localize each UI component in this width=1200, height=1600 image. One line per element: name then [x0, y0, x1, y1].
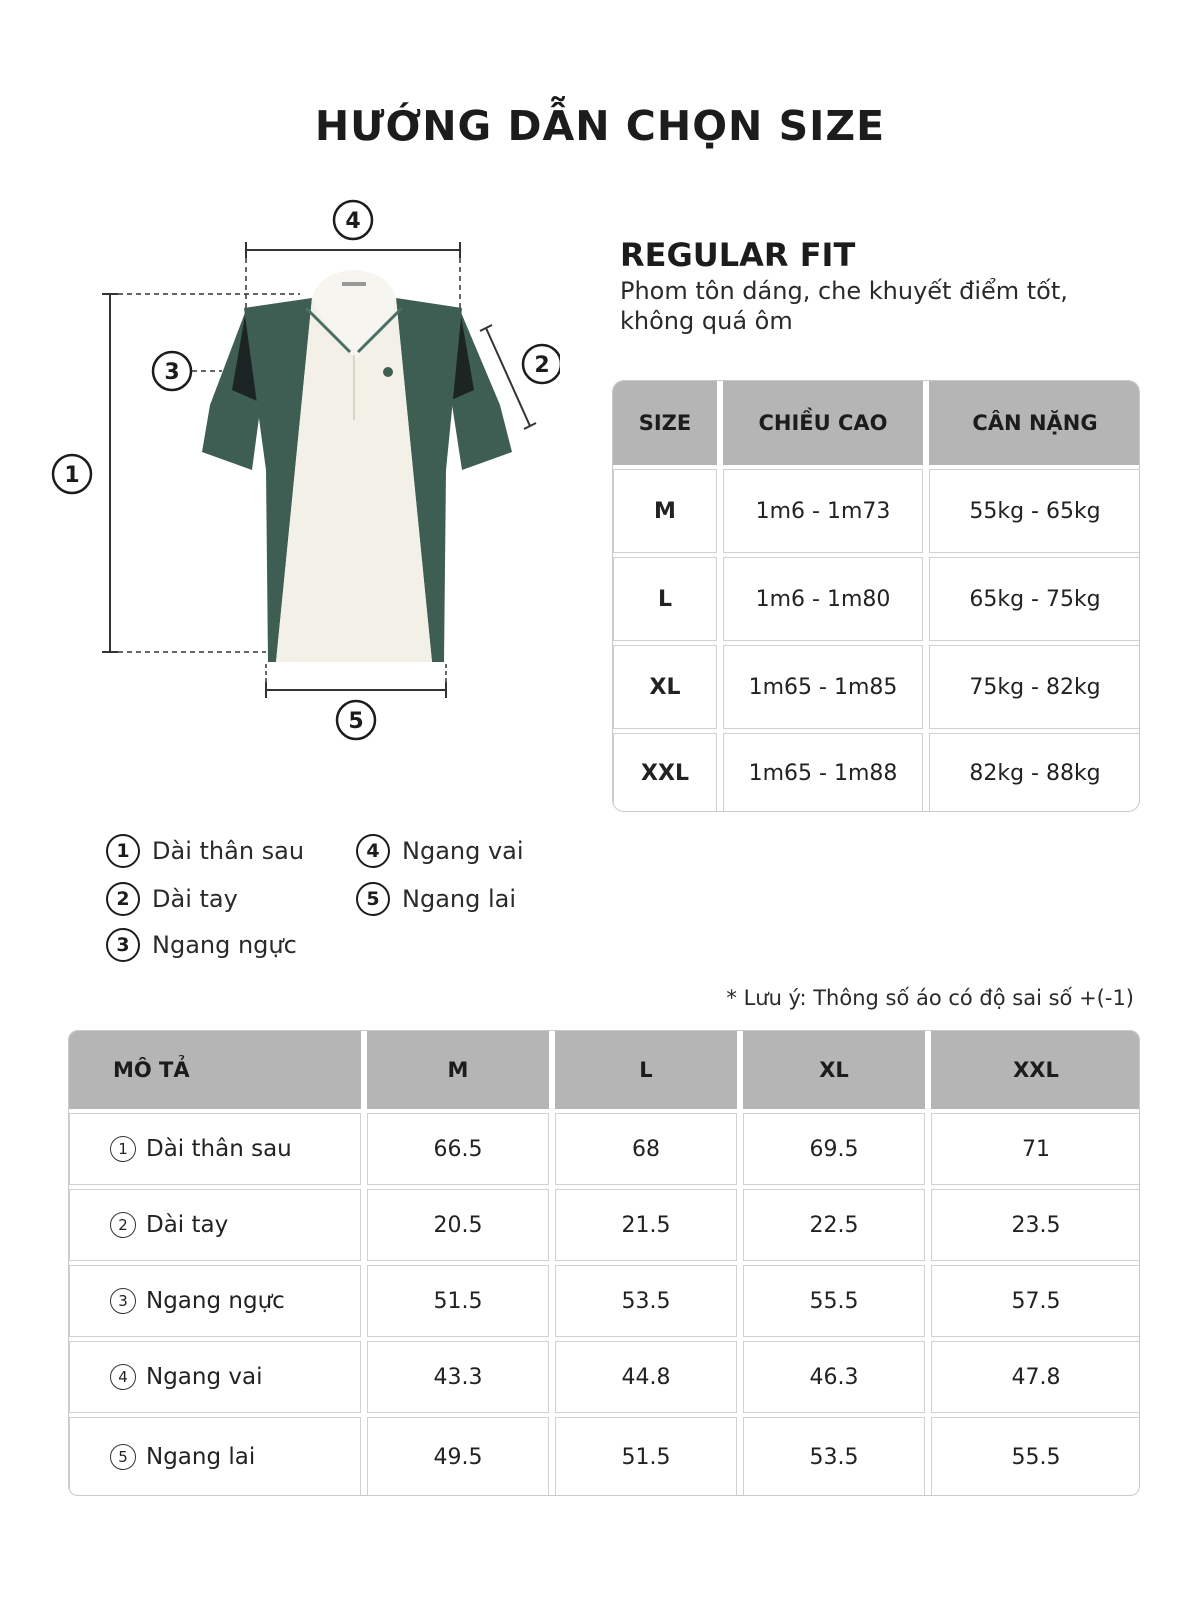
legend-number: 3	[106, 928, 140, 962]
size-cell: XXL	[613, 733, 717, 812]
description-cell	[69, 1341, 361, 1413]
value-cell: 51.5	[367, 1265, 549, 1337]
collar-label	[342, 282, 366, 286]
row-label: Ngang lai	[146, 1444, 256, 1470]
value-cell: 49.5	[367, 1417, 549, 1496]
value-cell: 23.5	[931, 1189, 1140, 1261]
legend-item	[106, 834, 304, 868]
value-cell: 66.5	[367, 1113, 549, 1185]
shirt-illustration	[0, 190, 560, 770]
legend-label: Dài thân sau	[152, 837, 305, 865]
header-m: M	[367, 1031, 549, 1109]
weight-cell: 55kg - 65kg	[929, 469, 1140, 553]
header-xl: XL	[743, 1031, 925, 1109]
header-weight: CÂN NẶNG	[929, 381, 1140, 465]
legend-number: 2	[106, 882, 140, 916]
value-cell: 46.3	[743, 1341, 925, 1413]
legend-label: Ngang lai	[402, 885, 517, 913]
value-cell: 55.5	[743, 1265, 925, 1337]
row-number: 3	[110, 1288, 136, 1314]
legend-item	[106, 882, 238, 916]
height-cell: 1m6 - 1m73	[723, 469, 923, 553]
header-size: SIZE	[613, 381, 717, 465]
table-row	[69, 1189, 1140, 1261]
value-cell: 43.3	[367, 1341, 549, 1413]
shirt-diagram	[0, 190, 560, 770]
value-cell: 21.5	[555, 1189, 737, 1261]
header-height: CHIỀU CAO	[723, 381, 923, 465]
table-row	[613, 645, 1140, 729]
row-number: 5	[110, 1444, 136, 1470]
measurement-table-header	[69, 1031, 1140, 1109]
legend-label: Ngang ngực	[152, 931, 297, 959]
legend-number: 4	[356, 834, 390, 868]
row-label: Ngang vai	[146, 1364, 263, 1390]
row-label: Dài thân sau	[146, 1136, 292, 1162]
table-row	[613, 469, 1140, 553]
table-row	[613, 733, 1140, 812]
value-cell: 55.5	[931, 1417, 1140, 1496]
measurement-table	[68, 1030, 1140, 1496]
legend-item	[356, 882, 516, 916]
value-cell: 20.5	[367, 1189, 549, 1261]
size-cell: XL	[613, 645, 717, 729]
row-number: 1	[110, 1136, 136, 1162]
marker-1: 1	[64, 463, 80, 488]
height-cell: 1m65 - 1m88	[723, 733, 923, 812]
legend-label: Ngang vai	[402, 837, 524, 865]
marker-4: 4	[345, 209, 361, 234]
legend-number: 1	[106, 834, 140, 868]
value-cell: 22.5	[743, 1189, 925, 1261]
header-description: MÔ TẢ	[69, 1031, 361, 1109]
value-cell: 71	[931, 1113, 1140, 1185]
table-row	[69, 1265, 1140, 1337]
table-row	[69, 1417, 1140, 1496]
description-cell	[69, 1265, 361, 1337]
page-title: HƯỚNG DẪN CHỌN SIZE	[314, 102, 886, 150]
row-number: 2	[110, 1212, 136, 1238]
value-cell: 57.5	[931, 1265, 1140, 1337]
row-label: Dài tay	[146, 1212, 229, 1238]
marker-3: 3	[164, 360, 180, 385]
value-cell: 69.5	[743, 1113, 925, 1185]
description-cell	[69, 1113, 361, 1185]
size-table	[612, 380, 1140, 812]
value-cell: 68	[555, 1113, 737, 1185]
legend-item	[106, 928, 297, 962]
legend-item	[356, 834, 524, 868]
row-number: 4	[110, 1364, 136, 1390]
weight-cell: 75kg - 82kg	[929, 645, 1140, 729]
row-label: Ngang ngực	[146, 1288, 285, 1314]
weight-cell: 82kg - 88kg	[929, 733, 1140, 812]
weight-cell: 65kg - 75kg	[929, 557, 1140, 641]
height-cell: 1m65 - 1m85	[723, 645, 923, 729]
tolerance-note: * Lưu ý: Thông số áo có độ sai số +(-1)	[726, 986, 1134, 1010]
table-row	[69, 1113, 1140, 1185]
description-cell	[69, 1189, 361, 1261]
header-l: L	[555, 1031, 737, 1109]
legend-label: Dài tay	[152, 885, 238, 913]
value-cell: 47.8	[931, 1341, 1140, 1413]
logo-mark	[383, 367, 393, 377]
size-cell: L	[613, 557, 717, 641]
fit-description: Phom tôn dáng, che khuyết điểm tốt, không quá ôm	[620, 277, 1068, 335]
height-cell: 1m6 - 1m80	[723, 557, 923, 641]
table-row	[69, 1341, 1140, 1413]
marker-2: 2	[534, 353, 550, 378]
table-row	[613, 557, 1140, 641]
header-xxl: XXL	[931, 1031, 1140, 1109]
measurement-legend	[0, 820, 600, 960]
value-cell: 53.5	[743, 1417, 925, 1496]
marker-5: 5	[348, 709, 364, 734]
fit-title: REGULAR FIT	[620, 236, 856, 274]
value-cell: 44.8	[555, 1341, 737, 1413]
size-table-header	[613, 381, 1140, 465]
legend-number: 5	[356, 882, 390, 916]
size-cell: M	[613, 469, 717, 553]
value-cell: 51.5	[555, 1417, 737, 1496]
value-cell: 53.5	[555, 1265, 737, 1337]
description-cell	[69, 1417, 361, 1496]
